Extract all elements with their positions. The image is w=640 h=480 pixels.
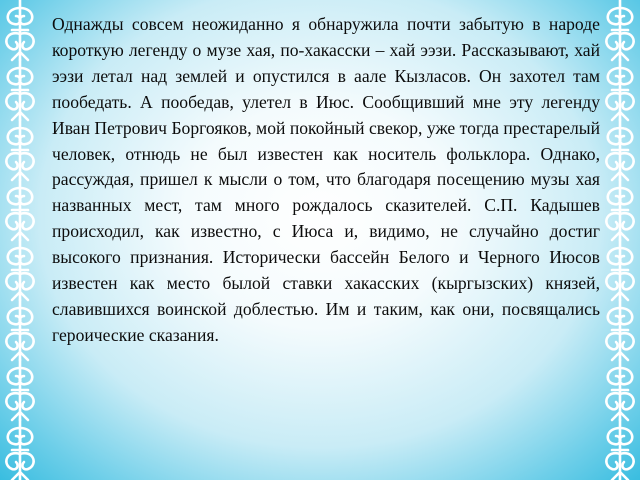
ornament-icon — [600, 0, 640, 480]
ornament-icon — [0, 0, 40, 480]
slide-paragraph: Однажды совсем неожиданно я обнаружила почти забытую в народе короткую легенду о музе хая, по-хакасски – хай ээзи. Рассказывают, хай ээзи летал над землей и опустился в аале Кызласов. Он захотел там пообедать. А пообедав, улетел в Июс. Сообщивший мне эту легенду Иван Петрович Боргояков, мой покойный свекор, уже тогда престарелый человек, отнюдь не был известен как носитель фольклора. Однако, рассуждая, пришел к мысли о том, что благодаря посещению музы хая названных мест, там много рождалось сказителей. С.П. Кадышев происходил, как известно, с Июса и, видимо, не случайно достиг высокого признания. Исторически бассейн Белого и Черного Июсов известен как место былой ставки хакасских (кыргызских) князей, славившихся воинской доблестью. Им и таким, как они, посвящались героические сказания. — [52, 14, 600, 345]
left-ornament-border — [0, 0, 40, 480]
right-ornament-border — [600, 0, 640, 480]
